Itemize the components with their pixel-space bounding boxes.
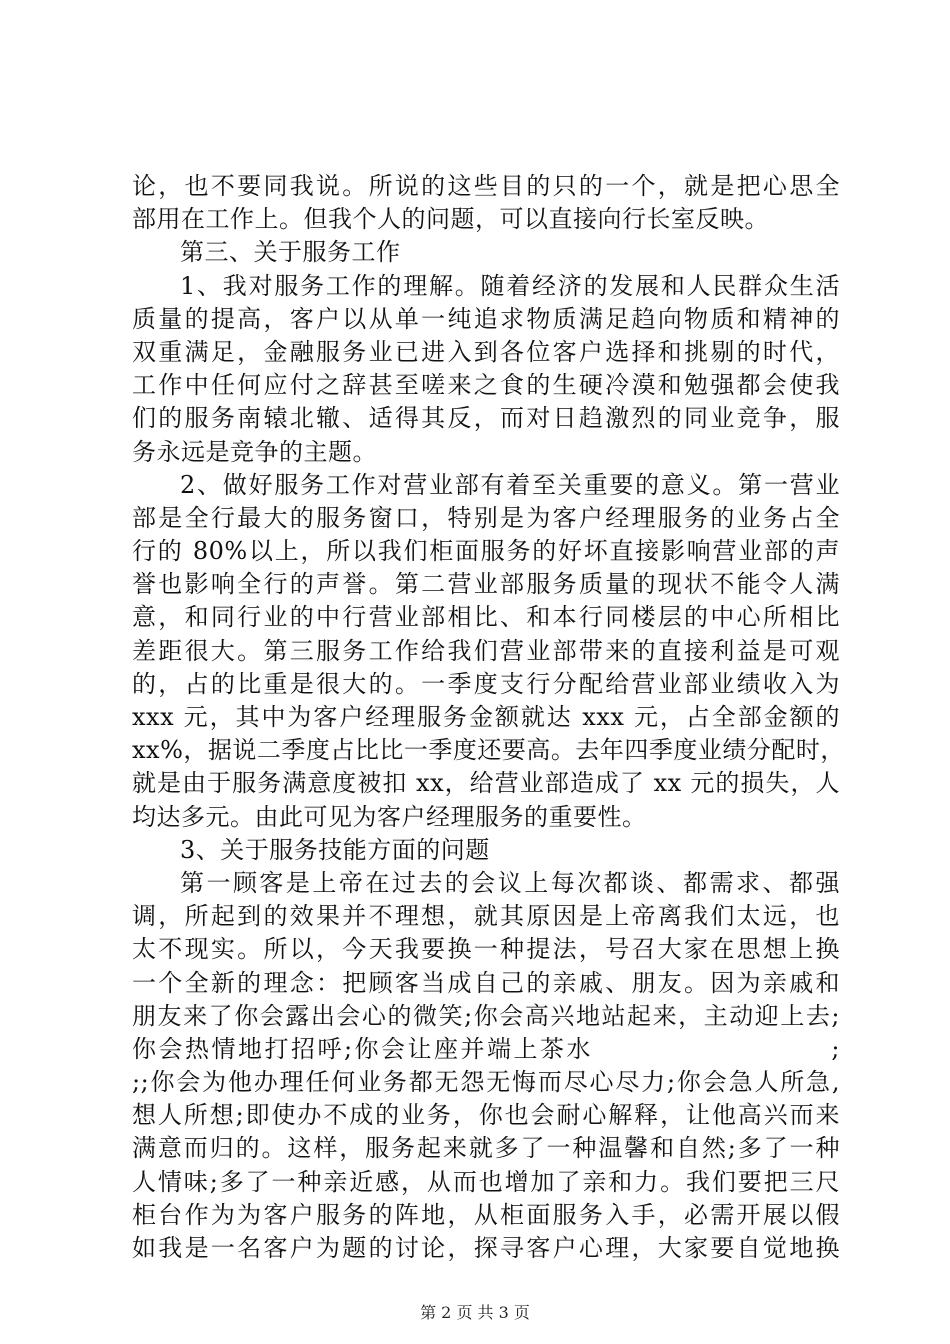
text-line: 务永远是竞争的主题。 <box>132 437 377 466</box>
text-line: 满意而归的。这样，服务起来就多了一种温馨和自然;多了一种 <box>132 1134 840 1163</box>
text-line: 誉也影响全行的声誉。第二营业部服务质量的现状不能令人满 <box>132 570 840 599</box>
text-line: 一个全新的理念：把顾客当成自己的亲戚、朋友。因为亲戚和 <box>132 968 840 997</box>
text-line: 2、做好服务工作对营业部有着至关重要的意义。第一营业 <box>180 470 840 499</box>
text-line: 1、我对服务工作的理解。随着经济的发展和人民群众生活 <box>180 271 840 300</box>
text-line: xxx 元，其中为客户经理服务金额就达 xxx 元，占全部金额的 <box>132 703 840 731</box>
text-line: 你会热情地打招呼;你会让座并端上茶水 ; <box>132 1034 840 1063</box>
text-line: 想人所想;即使办不成的业务，你也会耐心解释，让他高兴而来 <box>132 1101 840 1130</box>
text-line: 差距很大。第三服务工作给我们营业部带来的直接利益是可观 <box>132 636 840 665</box>
text-line: 们的服务南辕北辙、适得其反，而对日趋激烈的同业竞争，服 <box>132 404 840 433</box>
text-line: xx%，据说二季度占比比一季度还要高。去年四季度业绩分配时， <box>132 736 845 765</box>
text-line: 第一顾客是上帝在过去的会议上每次都谈、都需求、都强 <box>180 868 840 897</box>
text-line: 工作中任何应付之辞甚至嗟来之食的生硬冷漠和勉强都会使我 <box>132 371 840 400</box>
text-line: 柜台作为为客户服务的阵地，从柜面服务入手，必需开展以假 <box>132 1200 840 1229</box>
text-line: 如我是一名客户为题的讨论，探寻客户心理，大家要自觉地换 <box>132 1234 840 1262</box>
text-line: 行的 80%以上，所以我们柜面服务的好坏直接影响营业部的声 <box>132 537 840 566</box>
text-line: ;;你会为他办理任何业务都无怨无悔而尽心尽力;你会急人所急, <box>132 1068 840 1097</box>
text-line: 意，和同行业的中行营业部相比、和本行同楼层的中心所相比 <box>132 603 840 632</box>
page-number-footer: 第 2 页 共 3 页 <box>420 1303 530 1322</box>
text-line: 人情味;多了一种亲近感，从而也增加了亲和力。我们要把三尺 <box>132 1167 840 1196</box>
text-line: 的，占的比重是很大的。一季度支行分配给营业部业绩收入为 <box>132 669 840 698</box>
text-line: 双重满足，金融服务业已进入到各位客户选择和挑剔的时代， <box>132 337 840 366</box>
text-line: 均达多元。由此可见为客户经理服务的重要性。 <box>132 802 647 831</box>
document-body <box>132 170 845 1265</box>
text-line: 论，也不要同我说。所说的这些目的只的一个，就是把心思全 <box>132 172 840 200</box>
text-line: 部是全行最大的服务窗口，特别是为客户经理服务的业务占全 <box>132 503 840 532</box>
text-line: 部用在工作上。但我个人的问题，可以直接向行长室反映。 <box>132 205 769 234</box>
text-line: 调，所起到的效果并不理想，就其原因是上帝离我们太远，也 <box>132 902 840 931</box>
text-line: 朋友来了你会露出会心的微笑;你会高兴地站起来，主动迎上去; <box>132 1001 840 1030</box>
section-heading: 第三、关于服务工作 <box>180 238 401 267</box>
text-line: 质量的提高，客户以从单一纯追求物质满足趋向物质和精神的 <box>132 304 840 333</box>
section-heading: 3、关于服务技能方面的问题 <box>180 835 490 864</box>
text-line: 太不现实。所以，今天我要换一种提法，号召大家在思想上换 <box>132 935 840 964</box>
text-line: 就是由于服务满意度被扣 xx，给营业部造成了 xx 元的损失，人 <box>132 769 840 798</box>
